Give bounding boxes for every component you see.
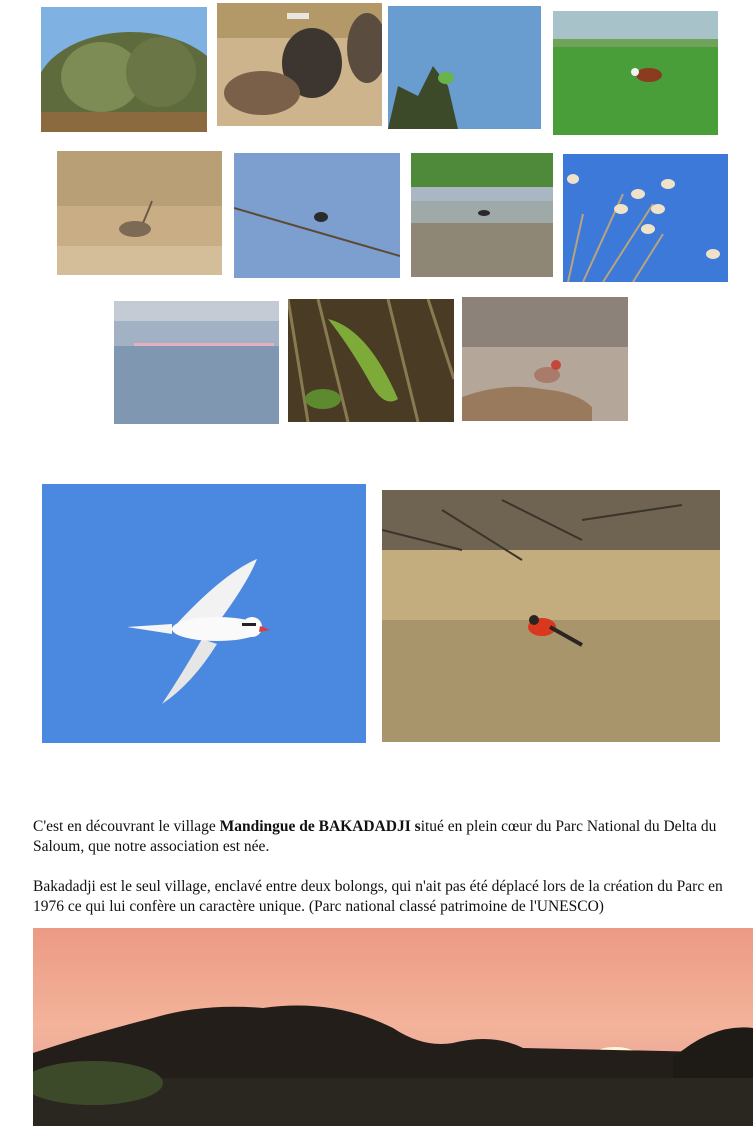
- intro-text-cont: itué en plein cœur du Parc National du Delta du Saloum, que notre association est née.: [33, 818, 717, 855]
- photo-lagoon-bird: [411, 153, 553, 277]
- village-paragraph: [33, 877, 723, 917]
- photo-vultures-carcass: [217, 3, 382, 126]
- photo-bird-on-wire: [234, 153, 400, 278]
- photo-jacana-grass: [553, 11, 718, 135]
- photo-finch-on-rock: [462, 297, 628, 421]
- photo-sunset-savanna: [33, 928, 753, 1126]
- intro-paragraph: [33, 817, 723, 857]
- photo-tropicbird-flight: [42, 484, 366, 743]
- photo-curlew-field: [57, 151, 222, 275]
- photo-birds-in-tree: [563, 154, 728, 282]
- intro-text: C'est en découvrant le village: [33, 818, 220, 835]
- photo-shrub-sky: [41, 7, 207, 132]
- photo-chameleon: [288, 299, 454, 422]
- photo-bee-eater-branch: [388, 6, 541, 129]
- photo-flamingos-distance: [114, 301, 279, 424]
- village-name: Mandingue de BAKADADJI s: [219, 818, 421, 835]
- photo-red-bishop-ground: [382, 490, 720, 742]
- village-text: Bakadadji est le seul village, enclavé entre deux bolongs, qui n'ait pas été déplacé lors de la création du Parc en 1976 ce qui lui confère un caractère unique. (Parc national classé patrimoine de l'UNESCO): [33, 878, 723, 915]
